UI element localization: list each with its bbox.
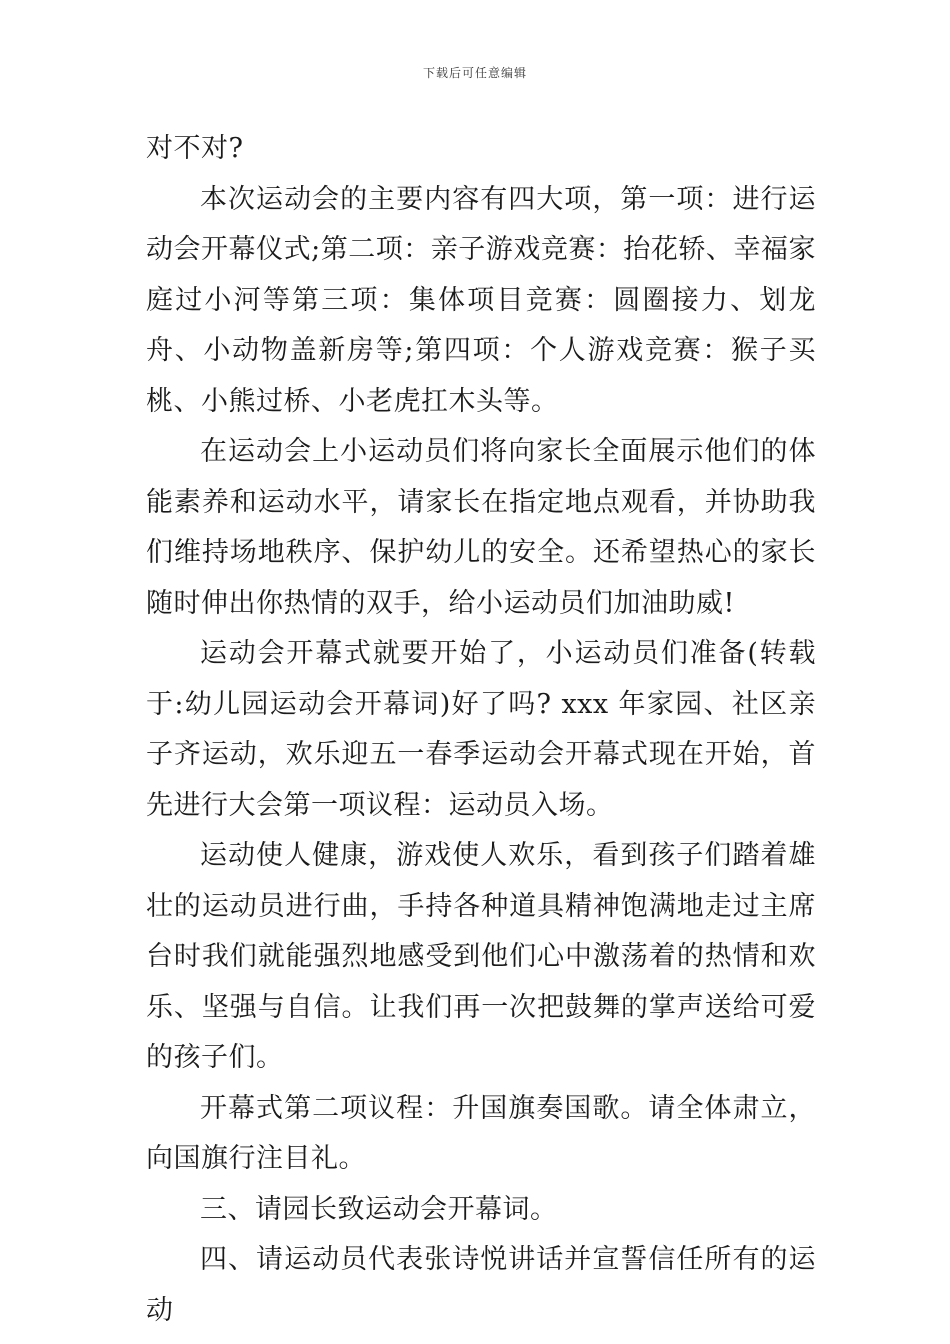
paragraph: 本次运动会的主要内容有四大项，第一项：进行运动会开幕仪式;第二项：亲子游戏竞赛：抬花轿、幸福家庭过小河等第三项：集体项目竞赛：圆圈接力、划龙舟、小动物盖新房等;第四项：个人游戏竞赛：猴子买桃、小熊过桥、小老虎扛木头等。 xyxy=(146,183,816,417)
document-body xyxy=(146,124,816,1336)
paragraph: 运动会开幕式就要开始了，小运动员们准备(转载于:幼儿园运动会开幕词)好了吗? xxx 年家园、社区亲子齐运动，欢乐迎五一春季运动会开幕式现在开始，首先进行大会第一项议程：运动员入场。 xyxy=(146,638,816,821)
paragraph: 在运动会上小运动员们将向家长全面展示他们的体能素养和运动水平，请家长在指定地点观看，并协助我们维持场地秩序、保护幼儿的安全。还希望热心的家长随时伸出你热情的双手，给小运动员们加油助威! xyxy=(146,436,816,619)
paragraph: 三、请园长致运动会开幕词。 xyxy=(200,1193,558,1225)
paragraph: 对不对? xyxy=(146,133,244,164)
paragraph: 四、请运动员代表张诗悦讲话并宣誓信任所有的运动 xyxy=(146,1244,816,1326)
paragraph: 运动使人健康，游戏使人欢乐，看到孩子们踏着雄壮的运动员进行曲，手持各种道具精神饱满地走过主席台时我们就能强烈地感受到他们心中激荡着的热情和欢乐、坚强与自信。让我们再一次把鼓舞的掌声送给可爱的孩子们。 xyxy=(146,840,816,1073)
paragraph: 开幕式第二项议程：升国旗奏国歌。请全体肃立，向国旗行注目礼。 xyxy=(146,1092,816,1174)
page-header: 下载后可任意编辑 xyxy=(422,66,527,80)
